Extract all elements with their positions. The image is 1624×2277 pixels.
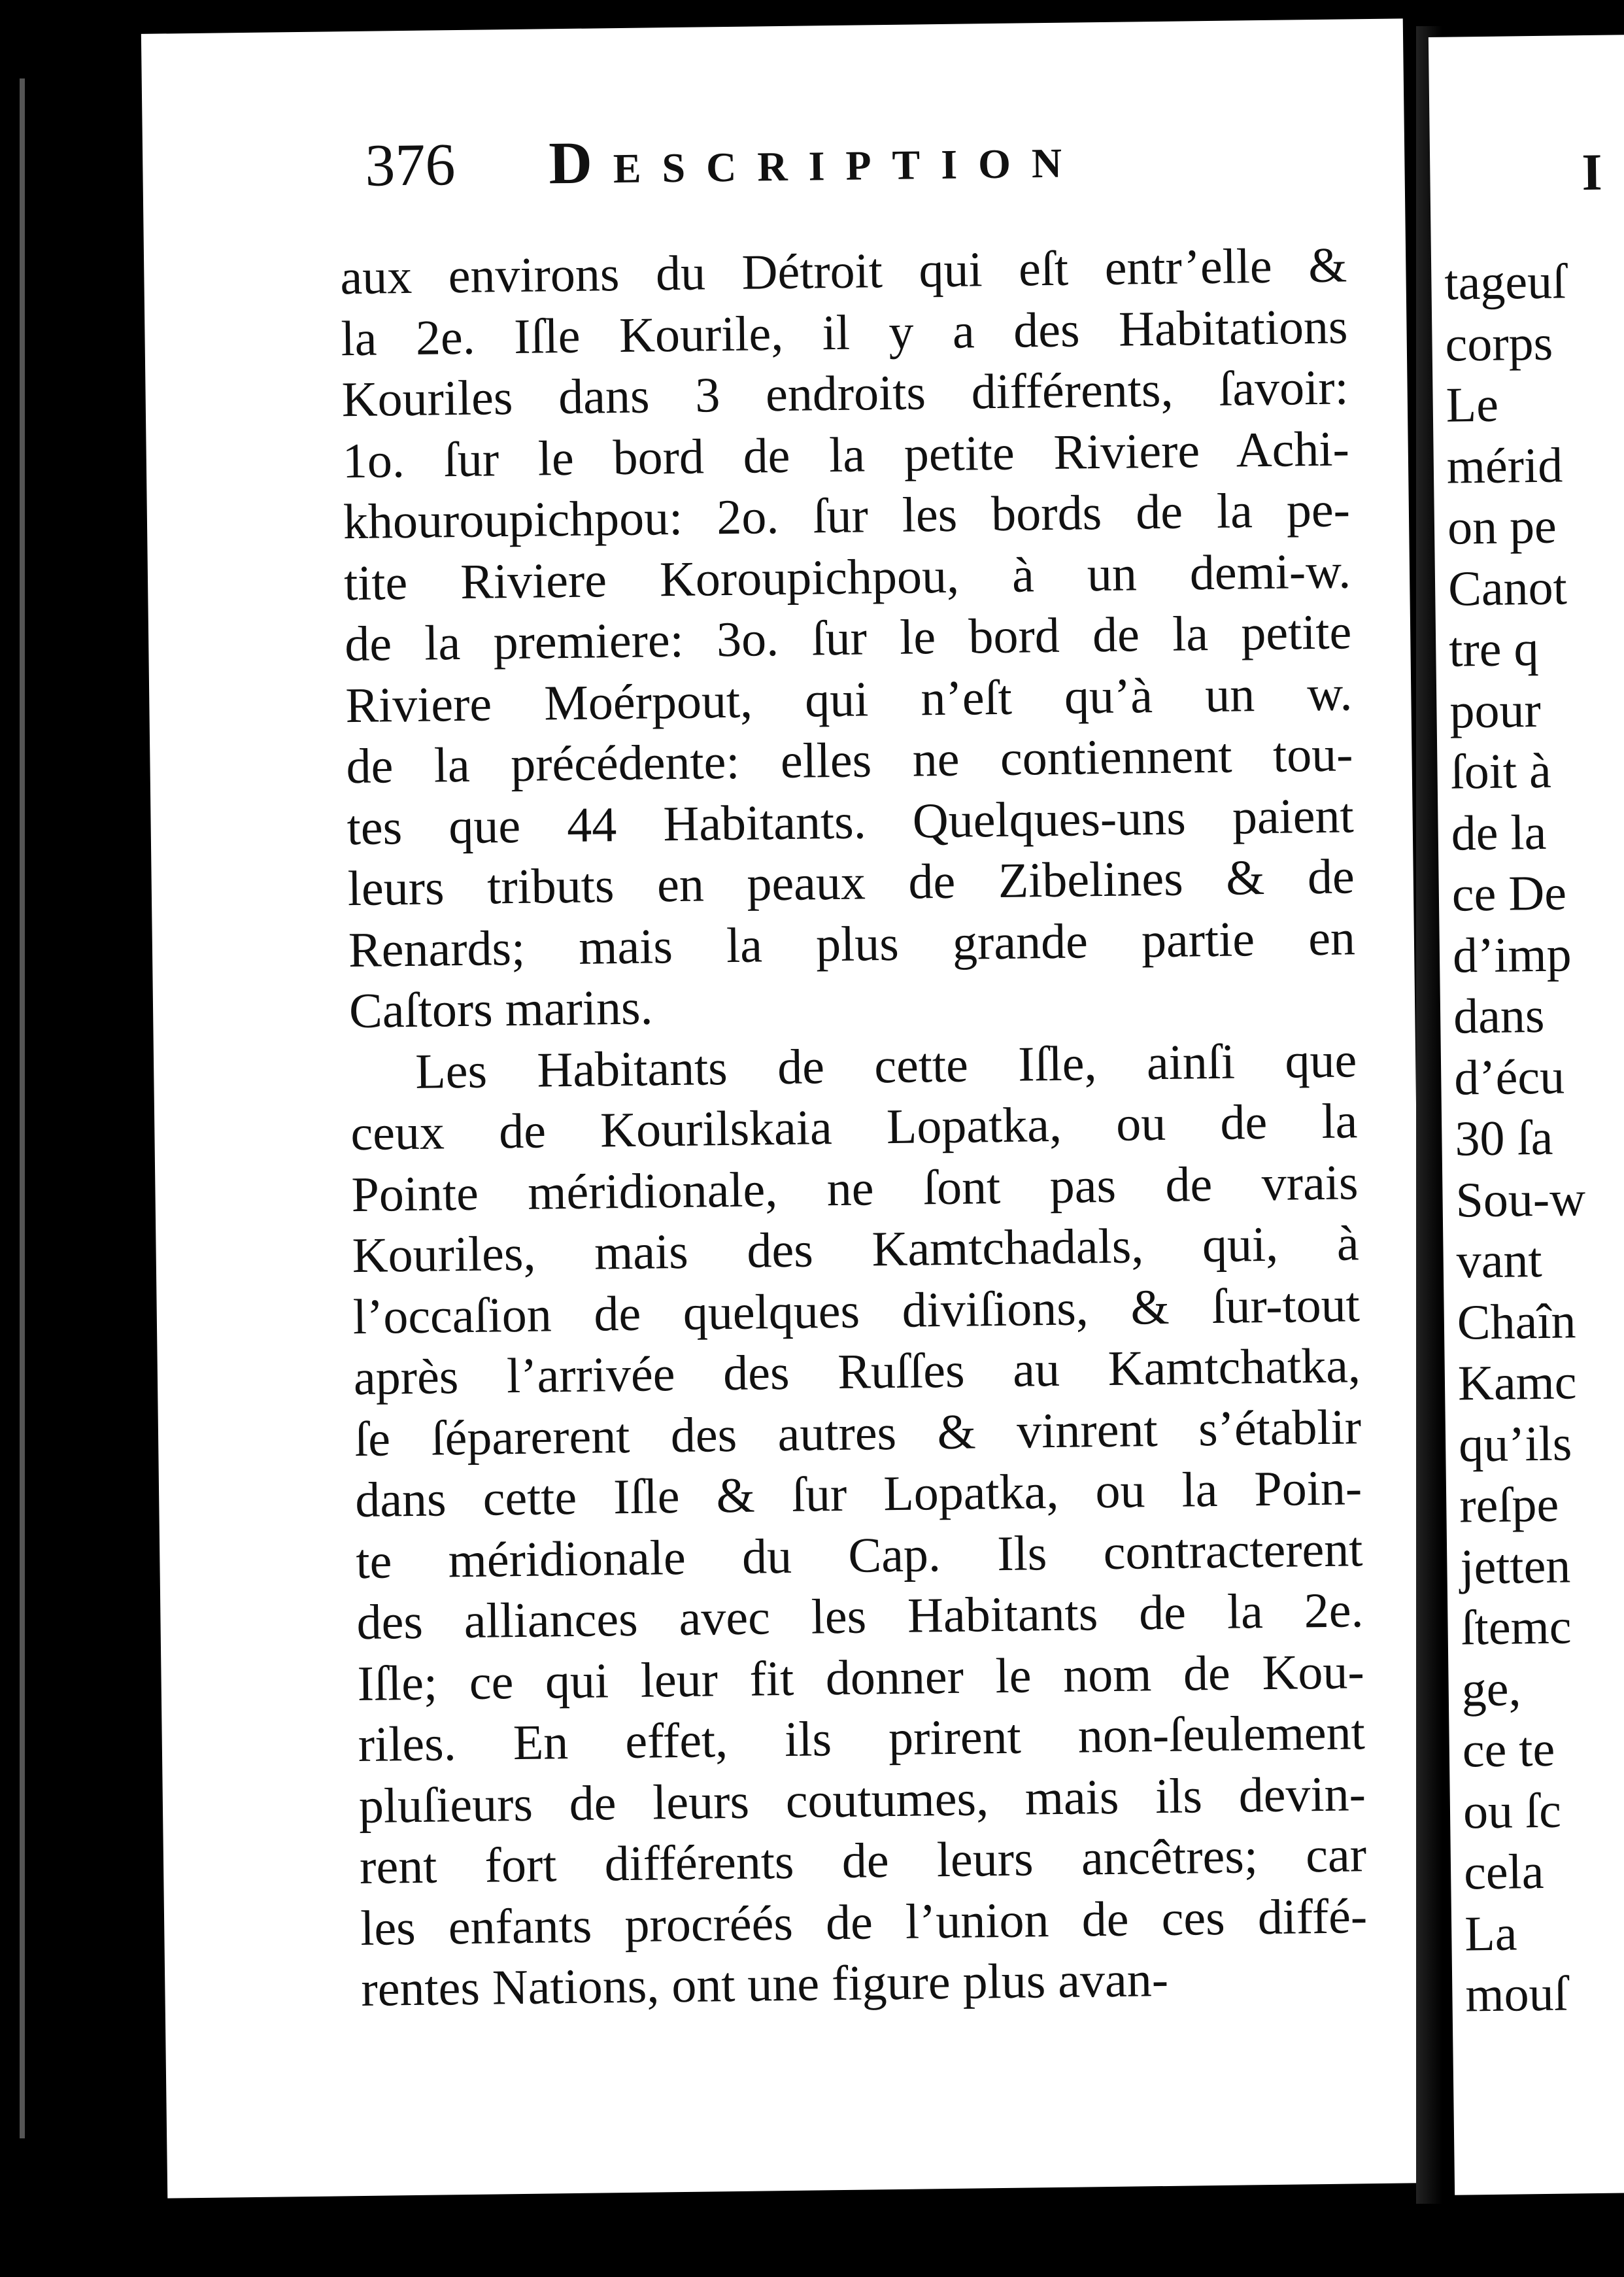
running-title: Description bbox=[548, 123, 1083, 197]
text-line: pluſieurs de leurs coutumes, mais ils devin- bbox=[358, 1766, 1366, 1834]
text-line-fragment: Sou-w bbox=[1455, 1171, 1586, 1228]
text-line: Les Habitants de cette Iſle, ainſi que bbox=[414, 1032, 1357, 1099]
page-number: 376 bbox=[364, 131, 456, 199]
text-line: Kouriles dans 3 endroits différents, ſavoir: bbox=[341, 360, 1349, 428]
text-line: Kouriles, mais des Kamtchadals, qui, à bbox=[352, 1216, 1360, 1284]
text-line-fragment: ſoit à bbox=[1450, 743, 1552, 800]
text-line-fragment: qu’ils bbox=[1458, 1415, 1572, 1473]
text-line: Renards; mais la plus grande partie en bbox=[348, 910, 1356, 978]
text-line-fragment: ce te bbox=[1462, 1721, 1555, 1778]
text-line-fragment: reſpe bbox=[1459, 1477, 1559, 1533]
right-body-text bbox=[1444, 251, 1596, 2026]
text-line-fragment: ſtemc bbox=[1461, 1599, 1572, 1656]
text-line: de la précédente: elles ne contiennent tou- bbox=[346, 727, 1353, 795]
text-line-fragment: d’écu bbox=[1453, 1049, 1565, 1106]
right-running-head-fragment: I bbox=[1581, 143, 1603, 202]
text-line-fragment: dans bbox=[1453, 987, 1545, 1044]
text-line: khouroupichpou: 2o. ſur les bords de la pe- bbox=[343, 482, 1351, 550]
text-line-fragment: ce De bbox=[1451, 865, 1567, 922]
text-line: tes que 44 Habitants. Quelques-uns paient bbox=[347, 787, 1355, 855]
text-line: ceux de Kourilskaia Lopatka, ou de la bbox=[350, 1093, 1358, 1161]
text-line-fragment: mouſ bbox=[1464, 1966, 1568, 2023]
text-line: te méridionale du Cap. Ils contracterent bbox=[355, 1521, 1363, 1589]
text-line: rent fort différents de leurs ancêtres; car bbox=[359, 1827, 1367, 1895]
text-line: ſe ſéparerent des autres & vinrent s’établir bbox=[354, 1399, 1362, 1467]
text-line: tite Riviere Koroupichpou, à un demi-w. bbox=[343, 543, 1351, 611]
text-line-fragment: mérid bbox=[1446, 437, 1563, 494]
text-line: dans cette Iſle & ſur Lopatka, ou la Poin- bbox=[354, 1460, 1362, 1528]
text-line-fragment: on pe bbox=[1447, 498, 1557, 555]
text-line: riles. En effet, ils prirent non-ſeulement bbox=[358, 1705, 1366, 1773]
text-line-fragment: vant bbox=[1456, 1232, 1543, 1289]
running-head bbox=[364, 104, 1346, 214]
text-line-fragment: pour bbox=[1449, 682, 1542, 739]
text-line-fragment: 30 ſa bbox=[1454, 1110, 1553, 1167]
text-line-fragment: Chaîn bbox=[1457, 1293, 1576, 1350]
body-text bbox=[340, 235, 1368, 2020]
text-line: Iſle; ce qui leur fit donner le nom de Kou- bbox=[357, 1643, 1365, 1711]
text-line-fragment: Le bbox=[1446, 377, 1499, 433]
text-line: aux environs du Détroit qui eſt entr’elle & bbox=[339, 237, 1347, 305]
text-line: Caſtors marins. bbox=[348, 980, 654, 1039]
text-line-fragment: de la bbox=[1451, 804, 1547, 861]
text-line-fragment: ou ſc bbox=[1463, 1783, 1562, 1840]
text-line: la 2e. Iſle Kourile, il y a des Habitations bbox=[341, 298, 1348, 366]
text-line-fragment: tageuſ bbox=[1444, 254, 1566, 311]
text-line: rentes Nations, ont une figure plus avan- bbox=[360, 1951, 1169, 2017]
text-line-fragment: cela bbox=[1463, 1844, 1544, 1900]
text-line: l’occaſion de quelques diviſions, & ſur-tout bbox=[352, 1276, 1361, 1344]
text-line-fragment: jetten bbox=[1459, 1537, 1571, 1595]
text-line: des alliances avec les Habitants de la 2e. bbox=[356, 1583, 1364, 1651]
left-page bbox=[141, 18, 1429, 2198]
text-line-fragment: Canot bbox=[1447, 559, 1568, 617]
text-line: 1o. ſur le bord de la petite Riviere Achi- bbox=[342, 420, 1350, 488]
text-line-fragment: corps bbox=[1445, 315, 1553, 372]
text-line: leurs tributs en peaux de Zibelines & de bbox=[347, 849, 1355, 917]
text-line: Riviere Moérpout, qui n’eſt qu’à un w. bbox=[345, 665, 1353, 733]
text-line: après l’arrivée des Ruſſes au Kamtchatka, bbox=[353, 1338, 1361, 1406]
right-page bbox=[1429, 35, 1624, 2195]
text-line-fragment: tre q bbox=[1448, 621, 1539, 677]
text-line-fragment: Kamc bbox=[1457, 1354, 1577, 1411]
text-line: de la premiere: 3o. ſur le bord de la petite bbox=[344, 604, 1352, 672]
text-line-fragment: ge, bbox=[1461, 1660, 1521, 1717]
text-line-fragment: La bbox=[1464, 1906, 1517, 1961]
text-line: Pointe méridionale, ne ſont pas de vrais bbox=[351, 1154, 1359, 1222]
text-line-fragment: d’imp bbox=[1452, 926, 1572, 984]
text-line: les enfants procréés de l’union de ces diffé- bbox=[360, 1888, 1368, 1956]
book-edge bbox=[20, 78, 25, 2138]
